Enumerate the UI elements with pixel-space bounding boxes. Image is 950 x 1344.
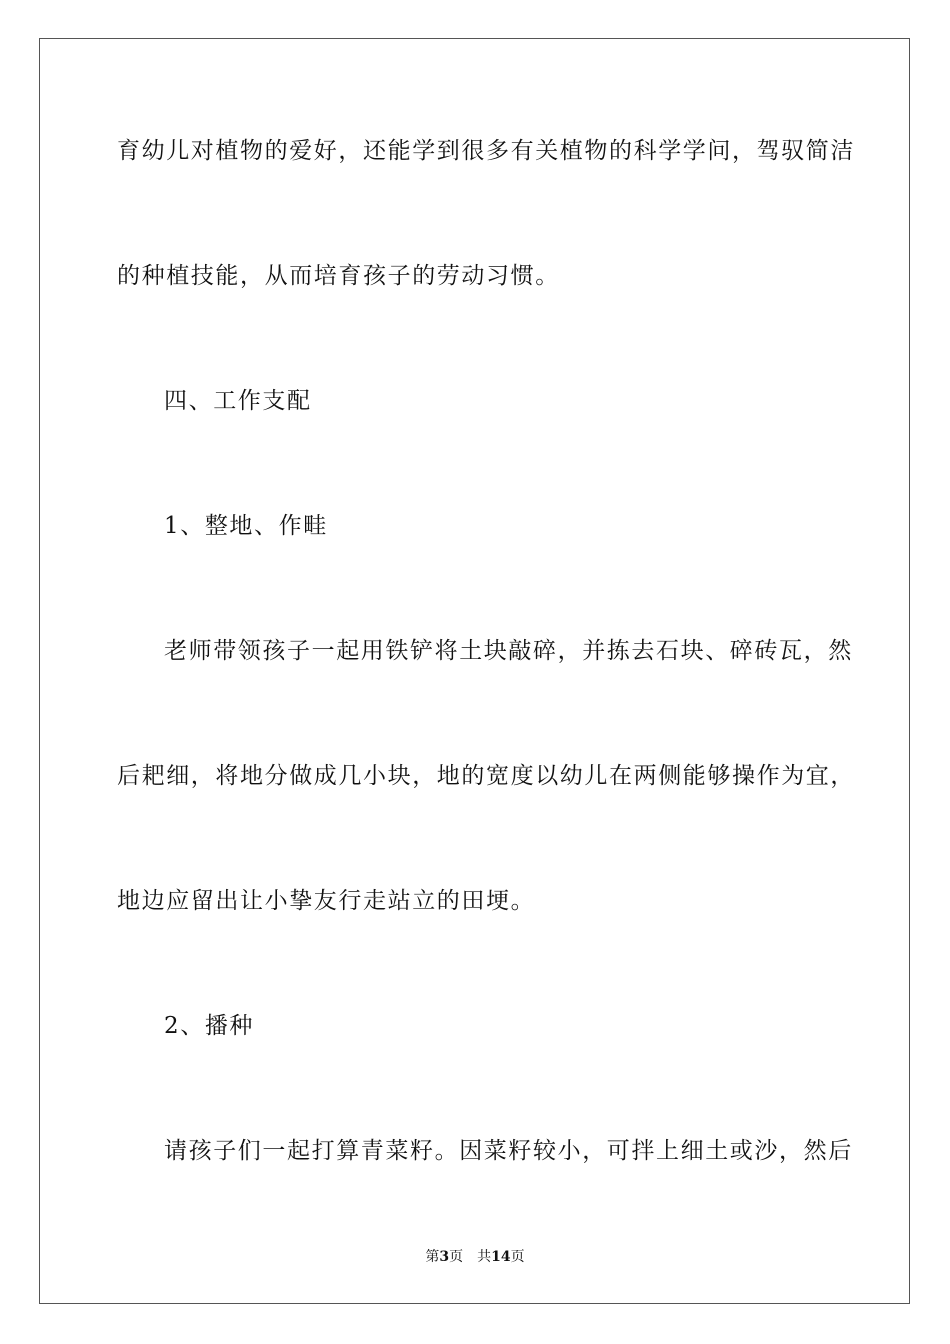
section-heading: 四、工作支配: [164, 388, 312, 414]
page-label-prefix: 第: [425, 1249, 440, 1265]
paragraph-line: 老师带领孩子一起用铁铲将土块敲碎，并拣去石块、碎砖瓦，然: [164, 638, 853, 664]
page-border: [39, 38, 910, 1304]
paragraph-line: 后耙细，将地分做成几小块，地的宽度以幼儿在两侧能够操作为宜，: [117, 763, 855, 789]
total-page-number: 14: [491, 1249, 511, 1265]
subsection-heading: 2、播种: [164, 1013, 255, 1039]
paragraph-line: 的种植技能，从而培育孩子的劳动习惯。: [117, 263, 560, 289]
paragraph-line: 育幼儿对植物的爱好，还能学到很多有关植物的科学学问，驾驭简洁: [117, 138, 855, 164]
total-label-prefix: 共: [477, 1249, 492, 1265]
paragraph-line: 请孩子们一起打算青菜籽。因菜籽较小，可拌上细土或沙，然后: [164, 1138, 853, 1164]
total-label-suffix: 页: [510, 1249, 525, 1265]
subsection-heading: 1、整地、作畦: [164, 513, 328, 539]
paragraph-line: 地边应留出让小挚友行走站立的田埂。: [117, 888, 536, 914]
current-page-number: 3: [439, 1249, 450, 1265]
page-footer: [0, 1247, 950, 1267]
page-label-suffix: 页: [449, 1249, 464, 1265]
